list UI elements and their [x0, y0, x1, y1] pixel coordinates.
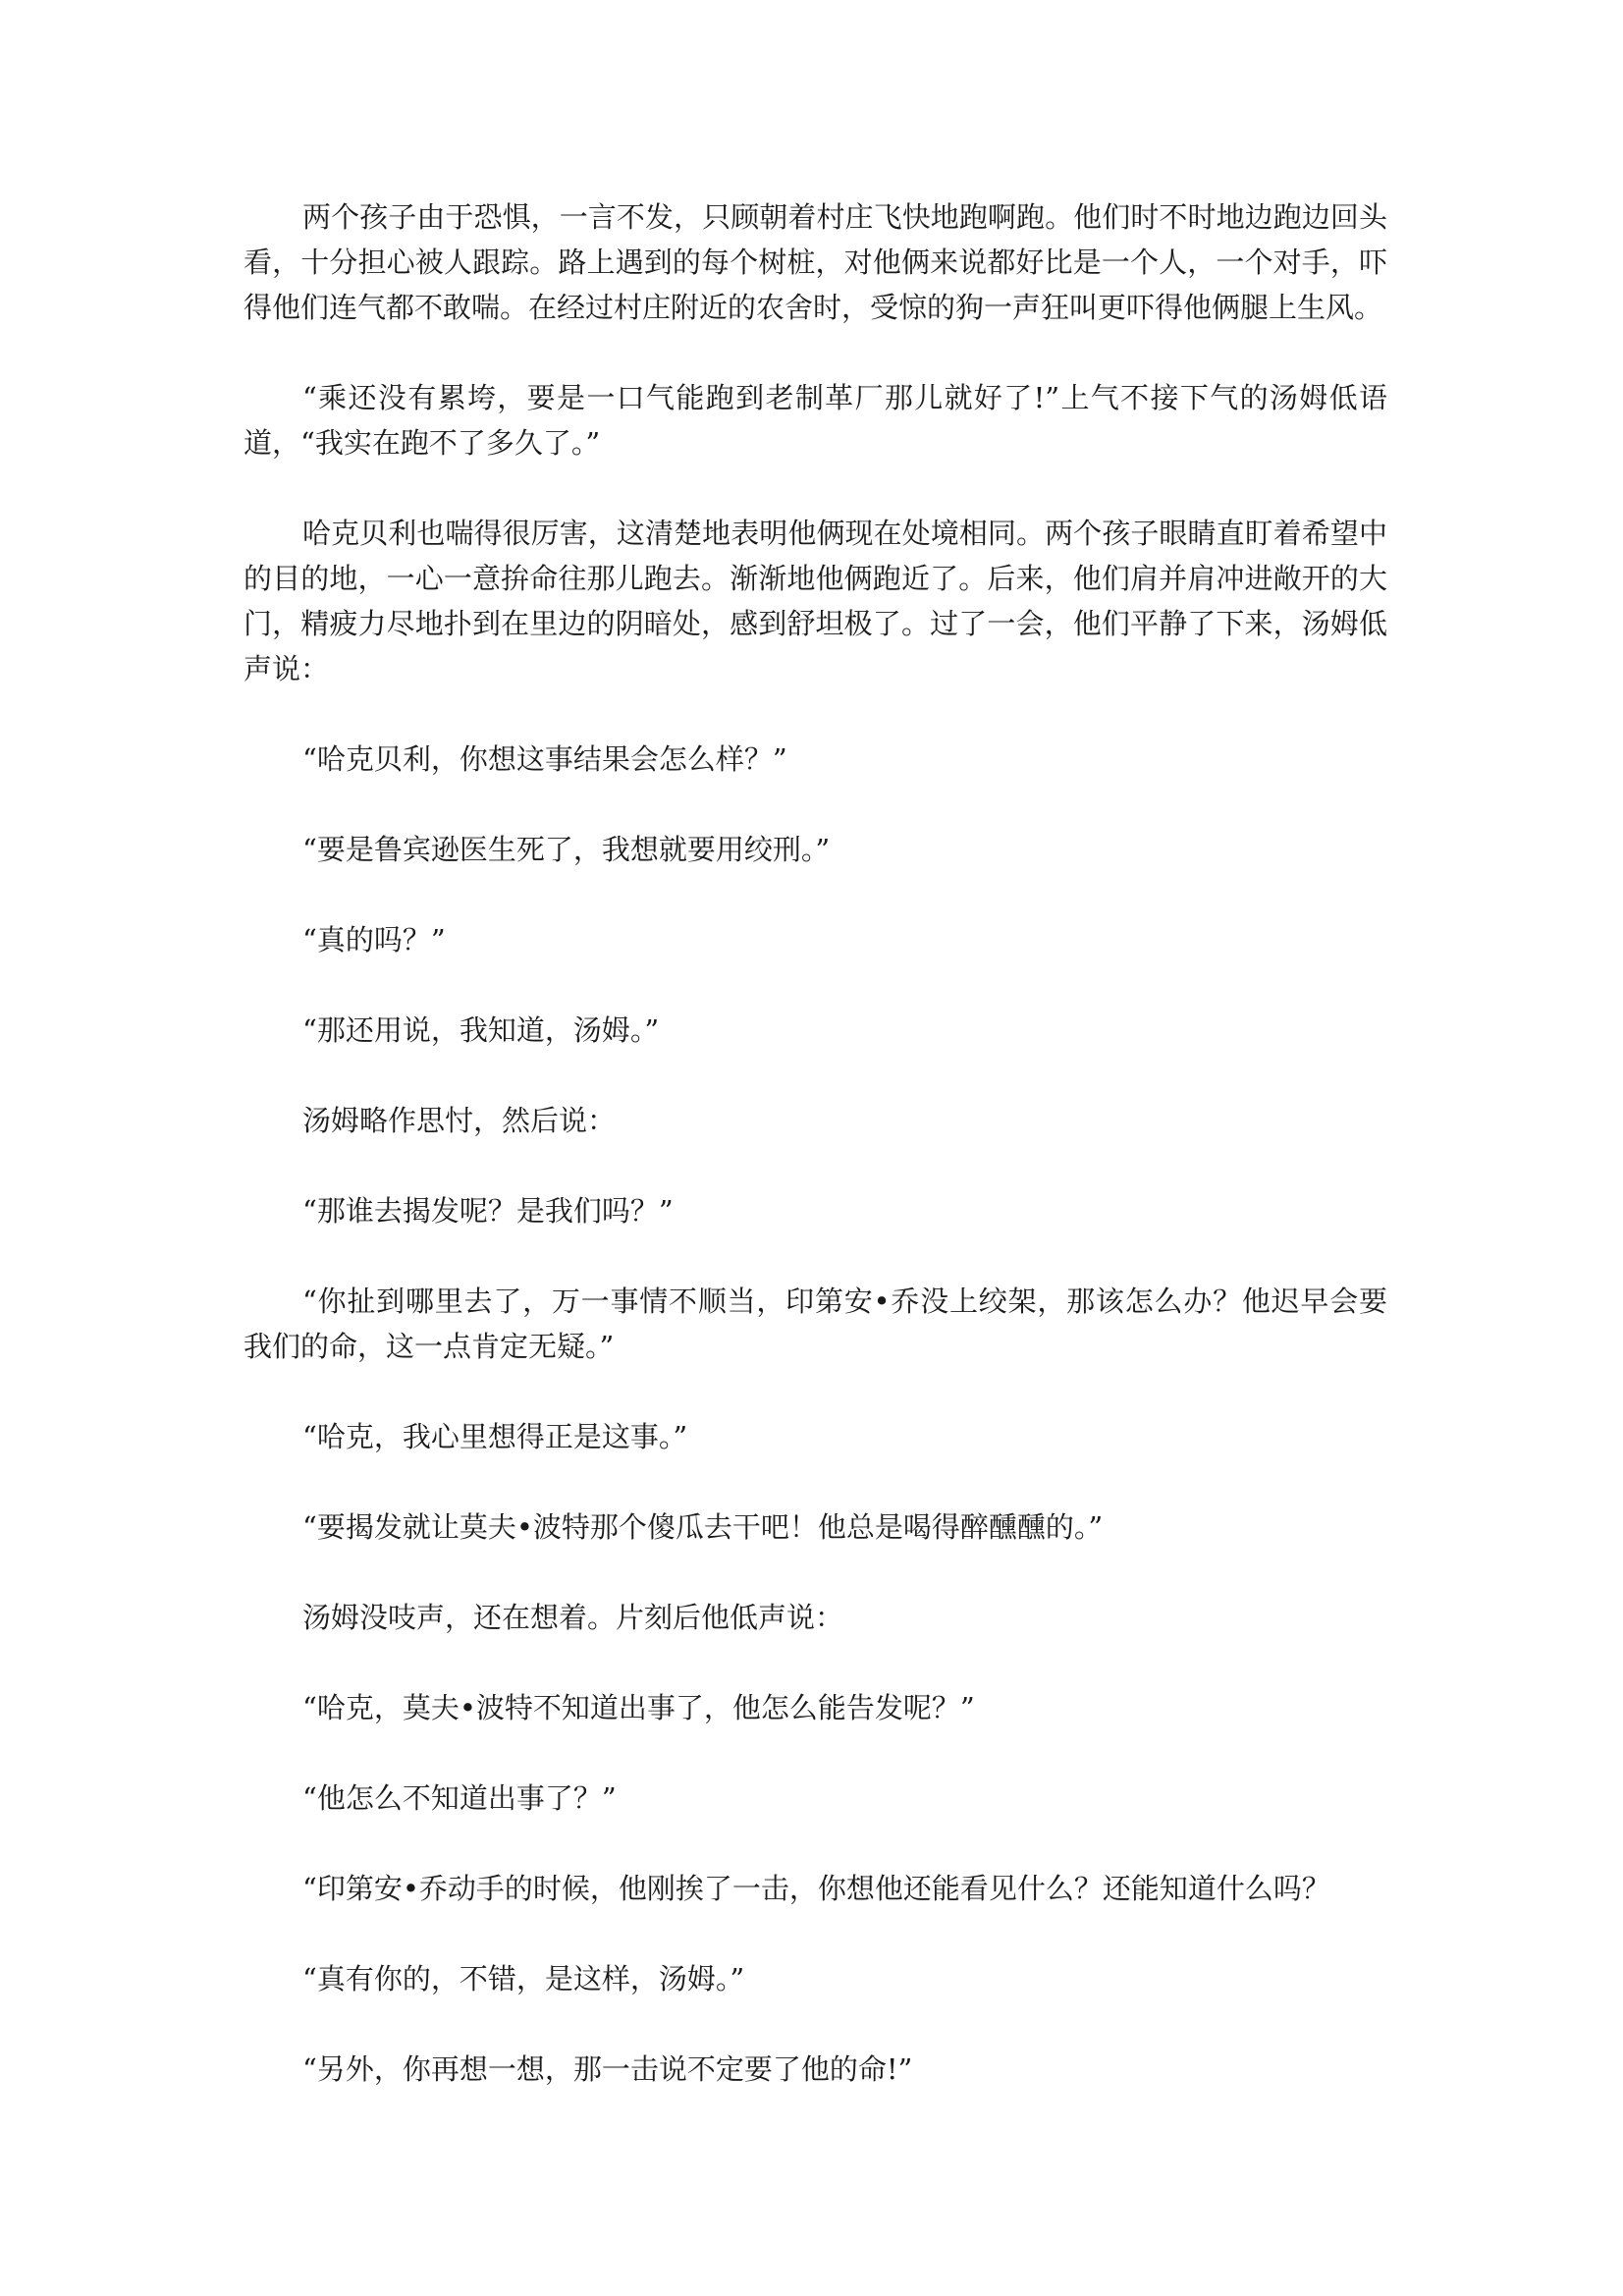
paragraph: 汤姆没吱声，还在想着。片刻后他低声说： — [302, 1601, 844, 1634]
paragraph: 哈克贝利也喘得很厉害，这清楚地表明他俩现在处境相同。两个孩子眼睛直盯着希望中的目的地，一心一意拚命往那儿跑去。渐渐地他俩跑近了。后来，他们肩并肩冲进敞开的大门，精疲力尽地扑到在里边的阴暗处，感到舒坦极了。过了一会，他们平静了下来，汤姆低声说： — [243, 517, 1387, 685]
paragraph: “要是鲁宾逊医生死了，我想就要用绞刑。” — [302, 833, 831, 866]
paragraph: “另外，你再想一想，那一击说不定要了他的命!” — [302, 2052, 913, 2086]
body-text — [243, 194, 1387, 2137]
paragraph: “那还用说，我知道，汤姆。” — [302, 1013, 660, 1047]
paragraph: “他怎么不知道出事了？” — [302, 1781, 617, 1815]
paragraph: “那谁去揭发呢？是我们吗？” — [302, 1194, 674, 1228]
paragraph: “哈克，莫夫•波特不知道出事了，他怎么能告发呢？” — [302, 1691, 975, 1724]
paragraph: “哈克贝利，你想这事结果会怎么样？” — [302, 742, 787, 776]
paragraph: 汤姆略作思忖，然后说： — [302, 1104, 617, 1137]
paragraph: “乘还没有累垮，要是一口气能跑到老制革厂那儿就好了!”上气不接下气的汤姆低语道，“我实在跑不了多久了。” — [243, 381, 1387, 460]
paragraph: “你扯到哪里去了，万一事情不顺当，印第安•乔没上绞架，那该怎么办？他迟早会要 我们的命，这一点肯定无疑。” — [243, 1285, 1387, 1363]
paragraph: “要揭发就让莫夫•波特那个傻瓜去干吧！他总是喝得醉醺醺的。” — [302, 1510, 1104, 1544]
paragraph: “印第安•乔动手的时候，他刚挨了一击，你想他还能看见什么？还能知道什么吗？ — [302, 1872, 1330, 1905]
paragraph: “真的吗？” — [302, 923, 446, 957]
paragraph: “真有你的，不错，是这样，汤姆。” — [302, 1962, 745, 1995]
paragraph: 两个孩子由于恐惧，一言不发，只顾朝着村庄飞快地跑啊跑。他们时不时地边跑边回头 看，十分担心被人跟踪。路上遇到的每个树桩，对他俩来说都好比是一个人，一个对手，吓 得他们连气都不敢喘。在经过村庄附近的农舍时，受惊的狗一声狂叫更吓得他俩腿上生风。 — [243, 200, 1387, 324]
paragraph: “哈克，我心里想得正是这事。” — [302, 1420, 688, 1453]
